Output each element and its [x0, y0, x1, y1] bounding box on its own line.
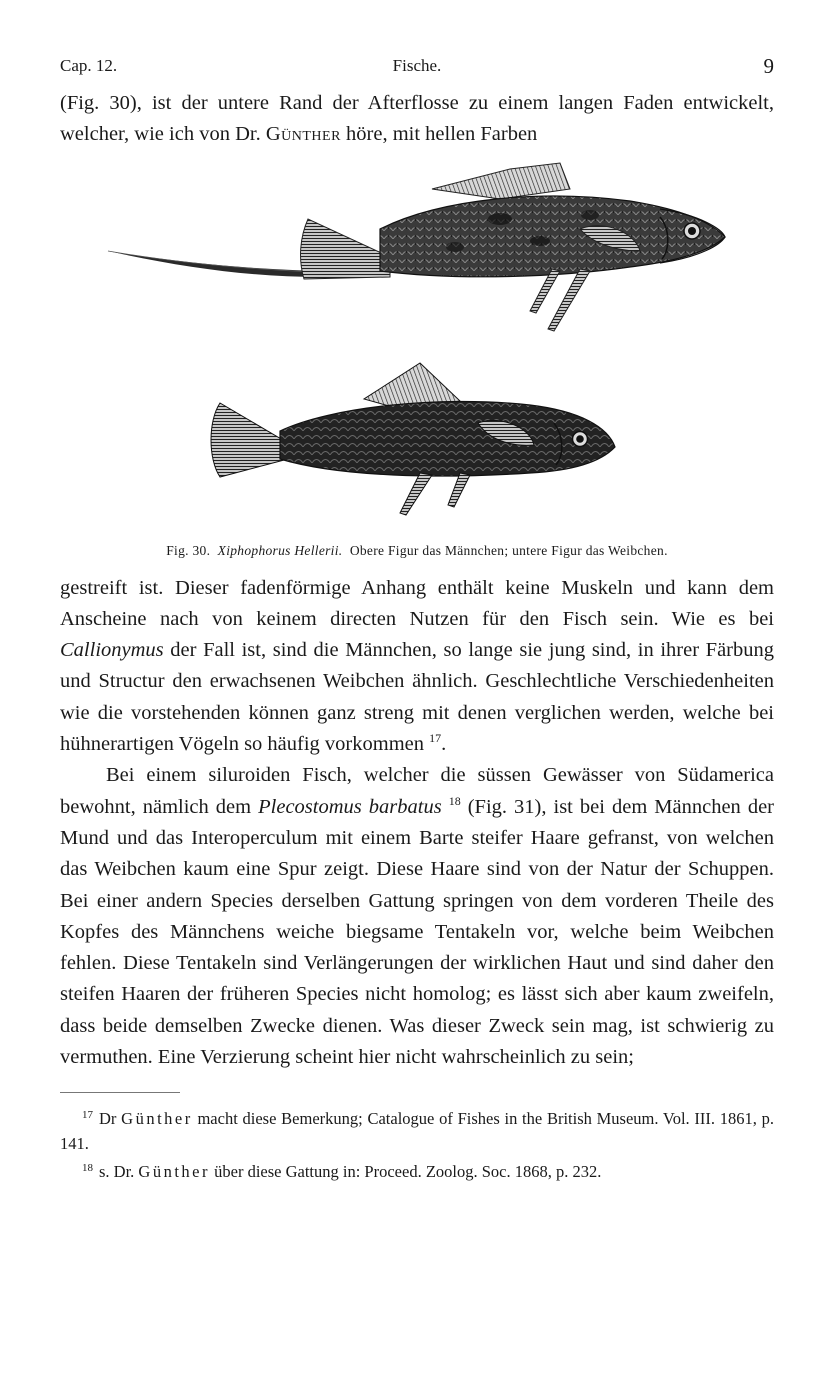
species-name: Plecostomus barbatus	[258, 795, 442, 818]
paragraph-2	[60, 573, 774, 761]
footnote-prefix: Dr	[99, 1109, 122, 1129]
figure-30	[60, 159, 774, 569]
footnote-prefix: s. Dr.	[99, 1162, 139, 1182]
section-title: Fische.	[392, 56, 442, 75]
footnote-author: Günther	[121, 1109, 193, 1129]
caption-text: Obere Figur das Männchen; untere Figur das Weibchen.	[349, 542, 668, 558]
paragraph-3	[60, 760, 774, 1073]
caption-figure-number: Fig. 30.	[166, 542, 211, 558]
author-name: Günther	[265, 123, 341, 146]
para1-text-a: (Fig. 30), ist der untere Rand der Afterflosse zu einem langen Faden entwickelt, welcher, wie ich von Dr.	[60, 92, 774, 146]
male-fish	[108, 163, 725, 331]
footnote-number: 18	[82, 1162, 93, 1175]
para3-text-a: Bei einem siluroiden Fisch, welcher die süssen Gewässer von Südamerica bewohnt, nämlich dem	[60, 764, 774, 818]
footnote-text: macht diese Bemerkung; Catalogue of Fishes in the British Museum. Vol. III. 1861, p. 141.	[60, 1109, 774, 1154]
caption-species: Xiphophorus Hellerii.	[217, 542, 343, 558]
female-fish	[211, 363, 615, 515]
para2-text-c: .	[441, 733, 447, 756]
running-header	[60, 56, 774, 86]
footnote-17	[60, 1103, 774, 1156]
footnote-author: Günther	[138, 1162, 210, 1182]
fish-illustration	[60, 159, 774, 539]
footnote-text: über diese Gattung in: Proceed. Zoolog. Soc. 1868, p. 232.	[210, 1162, 602, 1182]
footnote-18	[60, 1156, 774, 1184]
book-page	[60, 56, 774, 1184]
page-number: 9	[763, 54, 774, 78]
para2-text-a: gestreift ist. Dieser fadenförmige Anhang enthält keine Muskeln und kann dem Anscheine nach von keinem directen Nutzen für den Fisch sein. Wie es bei	[60, 576, 774, 630]
figure-caption	[60, 543, 774, 559]
footnote-ref-17[interactable]: 17	[429, 731, 442, 746]
chapter-label: Cap. 12.	[60, 56, 118, 75]
footnote-number: 17	[82, 1109, 93, 1122]
para1-text-b: höre, mit hellen Farben	[340, 123, 538, 146]
genus-name: Callionymus	[60, 639, 164, 662]
footnote-divider	[60, 1092, 180, 1093]
paragraph-1	[60, 88, 774, 151]
para3-text-b: (Fig. 31), ist bei dem Männchen der Mund und das Interoperculum mit einem Barte steifer Haare gefranst, von welchen das Weibchen kaum eine Spur zeigt. Diese Haare sind von der Natur der Schuppen. Bei einer andern Species derselben Gattung springen von dem vorderen Theile des Kopfes des Männchens weiche biegsame Tentakeln vor, welche beim Weibchen fehlen. Diese Tentakeln sind Verlängerungen der wirklichen Haut und sind daher den steifen Haaren der früheren Species nicht homolog; es lässt sich aber kaum zweifeln, dass beide demselben Zwecke dienen. Was dieser Zweck sein mag, ist schwierig zu vermuthen. Eine Verzierung scheint hier nicht wahrscheinlich zu sein;	[60, 795, 774, 1069]
para2-text-b: der Fall ist, sind die Männchen, so lange sie jung sind, in ihrer Färbung und Structur den erwachsenen Weibchen ähnlich. Geschlechtliche Verschiedenheiten wie die vorstehenden können ganz streng mit denen verglichen werden, welche bei hühnerartigen Vögeln so häufig vorkommen	[60, 639, 774, 756]
footnote-ref-18[interactable]: 18	[448, 793, 461, 808]
